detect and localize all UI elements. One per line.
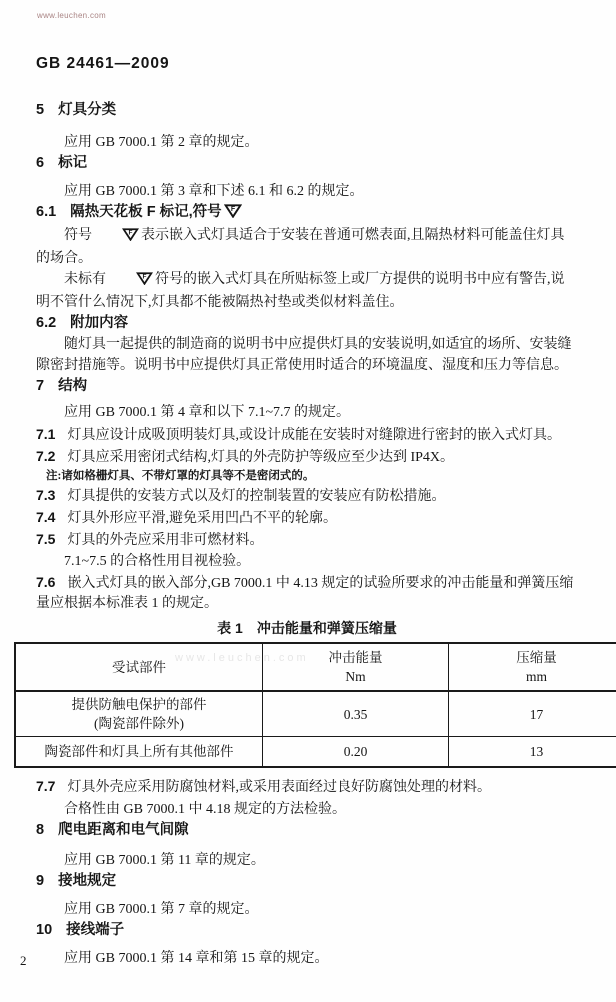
clause-number: 7.7 (36, 778, 56, 794)
clause-7-1 (36, 424, 578, 446)
faint-watermark: www.leuchen.com (175, 652, 309, 664)
table-cell-impact: 0.35 (263, 691, 449, 737)
section-10-heading (36, 920, 578, 940)
section-6-paragraph: 应用 GB 7000.1 第 3 章和下述 6.1 和 6.2 的规定。 (64, 184, 364, 199)
table-row (15, 737, 616, 768)
section-number: 6.2 (36, 315, 57, 331)
section-5-heading (36, 100, 578, 120)
table-1-caption (36, 618, 578, 638)
site-watermark-logo: www.leuchen.com (37, 11, 106, 20)
section-title: 接地规定 (58, 873, 117, 889)
clause-7-2 (36, 446, 578, 468)
section-number: 7 (36, 378, 45, 394)
cell-line: 提供防触电保护的部件 (71, 697, 207, 712)
section-6-1-paragraph-1 (36, 225, 578, 269)
section-6-2-heading (36, 313, 578, 333)
paragraph-text: 符号的嵌入式灯具在所贴标签上或厂方提供的说明书中应有警告,说明不管什么情况下,灯具都不能被隔热衬垫或类似材料盖住。 (36, 272, 565, 310)
f-mark-icon (108, 271, 153, 292)
table-header-row (15, 643, 616, 691)
svg-text:F: F (142, 273, 147, 281)
cell-line: (陶瓷部件除外) (94, 716, 184, 731)
f-mark-icon (224, 204, 242, 224)
paragraph-text: 符号 (64, 228, 92, 243)
section-10-paragraph: 应用 GB 7000.1 第 14 章和第 15 章的规定。 (64, 951, 329, 966)
section-7-heading (36, 376, 578, 396)
table-header-cell (449, 643, 616, 691)
table-1 (14, 642, 616, 768)
clause-text: 灯具应采用密闭式结构,灯具的外壳防护等级应至少达到 IP4X。 (67, 450, 455, 465)
clause-7-6 (36, 572, 578, 614)
section-6-1-paragraph-2 (36, 269, 578, 313)
standard-number-header: GB 24461—2009 (36, 55, 170, 72)
clause-number: 7.6 (36, 574, 56, 590)
clause-7-5 (36, 529, 578, 551)
page-number: 2 (20, 953, 27, 968)
section-title: 隔热天花板 F 标记,符号 (70, 204, 222, 220)
paragraph-text: 未标有 (64, 272, 106, 287)
section-8-paragraph: 应用 GB 7000.1 第 11 章的规定。 (64, 853, 265, 868)
table-cell-compression: 17 (449, 691, 616, 737)
paragraph-text: 表示嵌入式灯具适合于安装在普通可燃表面,且隔热材料可能盖住灯具的场合。 (36, 228, 565, 266)
clause-7-7 (36, 776, 578, 798)
table-caption-label: 表 1 (217, 620, 243, 636)
table-cell-part (15, 691, 263, 737)
section-title: 标记 (58, 155, 88, 171)
clause-7-4 (36, 507, 578, 529)
f-mark-icon (94, 227, 139, 248)
svg-text:F: F (128, 229, 133, 237)
section-number: 6.1 (36, 204, 57, 220)
section-5-paragraph: 应用 GB 7000.1 第 2 章的规定。 (64, 135, 259, 150)
header-line: 压缩量 (516, 650, 557, 665)
clause-text: 灯具提供的安装方式以及灯的控制装置的安装应有防松措施。 (67, 489, 446, 504)
header-unit: mm (525, 669, 547, 684)
section-6-1-heading (36, 202, 578, 224)
clause-text: 灯具的外壳应采用非可燃材料。 (67, 533, 264, 548)
clause-7-2-note: 注:诸如格栅灯具、不带灯罩的灯具等不是密闭式的。 (46, 470, 315, 482)
document-body (36, 100, 578, 969)
section-number: 8 (36, 822, 45, 838)
section-title: 爬电距离和电气间隙 (58, 822, 189, 838)
section-9-heading (36, 871, 578, 891)
table-cell-compression: 13 (449, 737, 616, 768)
section-9-paragraph: 应用 GB 7000.1 第 7 章的规定。 (64, 902, 259, 917)
clause-number: 7.3 (36, 487, 56, 503)
clause-text: 灯具外形应平滑,避免采用凹凸不平的轮廓。 (67, 511, 337, 526)
table-row (15, 691, 616, 737)
table-cell-impact: 0.20 (263, 737, 449, 768)
clause-number: 7.5 (36, 531, 56, 547)
clause-text: 嵌入式灯具的嵌入部分,GB 7000.1 中 4.13 规定的试验所要求的冲击能量和弹簧压缩量应根据本标准表 1 的规定。 (36, 576, 574, 611)
clause-7-7-conformity: 合格性由 GB 7000.1 中 4.18 规定的方法检验。 (64, 802, 346, 817)
table-caption-title: 冲击能量和弹簧压缩量 (256, 620, 397, 636)
table-header-cell (263, 643, 449, 691)
table-cell-part: 陶瓷部件和灯具上所有其他部件 (15, 737, 263, 768)
section-title: 灯具分类 (58, 102, 117, 118)
header-line: 冲击能量 (328, 650, 383, 665)
section-7-paragraph: 应用 GB 7000.1 第 4 章和以下 7.1~7.7 的规定。 (64, 405, 351, 420)
section-title: 接线端子 (66, 922, 125, 938)
clause-number: 7.4 (36, 509, 56, 525)
section-number: 5 (36, 102, 45, 118)
section-6-heading (36, 153, 578, 173)
section-title: 附加内容 (70, 315, 129, 331)
table-header-cell: 受试部件 (15, 643, 263, 691)
clause-number: 7.1 (36, 426, 56, 442)
header-unit: Nm (345, 669, 366, 684)
clause-number: 7.2 (36, 448, 56, 464)
clause-text: 灯具外壳应采用防腐蚀材料,或采用表面经过良好防腐蚀处理的材料。 (67, 780, 491, 795)
section-number: 10 (36, 922, 53, 938)
clause-7-3 (36, 485, 578, 507)
svg-text:F: F (230, 206, 235, 214)
section-8-heading (36, 820, 578, 840)
clause-text: 灯具应设计成吸顶明装灯具,或设计成能在安装时对缝隙进行密封的嵌入式灯具。 (67, 428, 561, 443)
section-title: 结构 (58, 378, 88, 394)
section-6-2-paragraph: 随灯具一起提供的制造商的说明书中应提供灯具的安装说明,如适宜的场所、安装缝隙密封措施等。说明书中应提供灯具正常使用时适合的环境温度、湿度和压力等信息。 (36, 337, 572, 373)
section-number: 6 (36, 155, 45, 171)
section-number: 9 (36, 873, 45, 889)
clause-7-1-to-7-5-conformity: 7.1~7.5 的合格性用目视检验。 (64, 554, 251, 569)
